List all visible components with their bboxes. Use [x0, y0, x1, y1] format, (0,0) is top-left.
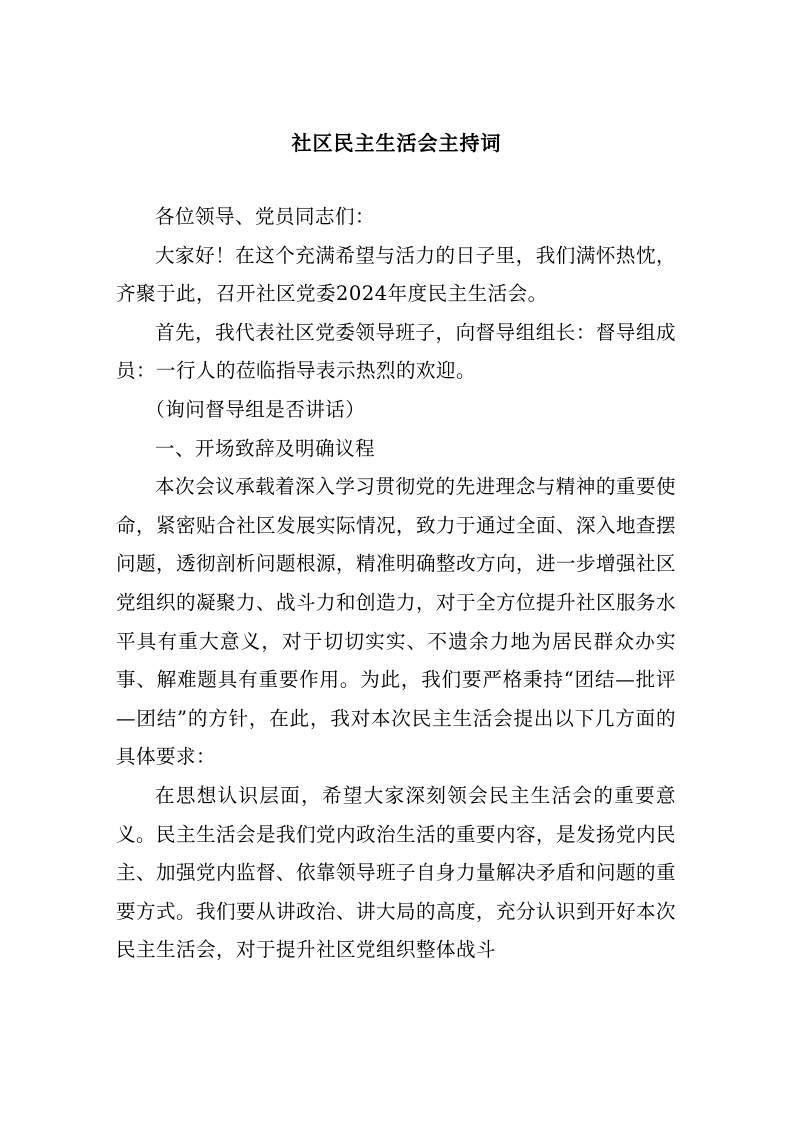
greeting-paragraph: 大家好！在这个充满希望与活力的日子里，我们满怀热忱，齐聚于此，召开社区党委2024年度民主生活会。 [116, 243, 676, 306]
section-body-paragraph: 本次会议承载着深入学习贯彻党的先进理念与精神的重要使命，紧密贴合社区发展实际情况，致力于通过全面、深入地查摆问题，透彻剖析问题根源，精准明确整改方向，进一步增强社区党组织的凝聚力、战斗力和创造力，对于全方位提升社区服务水平具有重大意义，对于切切实实、不遗余力地为居民群众办实事、解难题具有重要作用。为此，我们要严格秉持“团结—批评—团结”的方针，在此，我对本次民主生活会提出以下几方面的具体要求： [116, 475, 677, 769]
requirement-paragraph: 在思想认识层面，希望大家深刻领会民主生活会的重要意义。民主生活会是我们党内政治生活的重要内容，是发扬党内民主、加强党内监督、依靠领导班子自身力量解决矛盾和问题的重要方式。我们要从讲政治、讲大局的高度，充分认识到开好本次民主生活会，对于提升社区党组织整体战斗 [116, 783, 677, 962]
welcome-paragraph: 首先，我代表社区党委领导班子，向督导组组长：督导组成员：一行人的莅临指导表示热烈的欢迎。 [116, 320, 676, 383]
document-title: 社区民主生活会主持词 [291, 131, 502, 155]
salutation-paragraph: 各位领导、党员同志们： [155, 205, 376, 228]
document-body [116, 198, 676, 970]
inquiry-note: （询问督导组是否讲话） [145, 397, 366, 421]
section-heading: 一、开场致辞及明确议程 [155, 436, 376, 460]
